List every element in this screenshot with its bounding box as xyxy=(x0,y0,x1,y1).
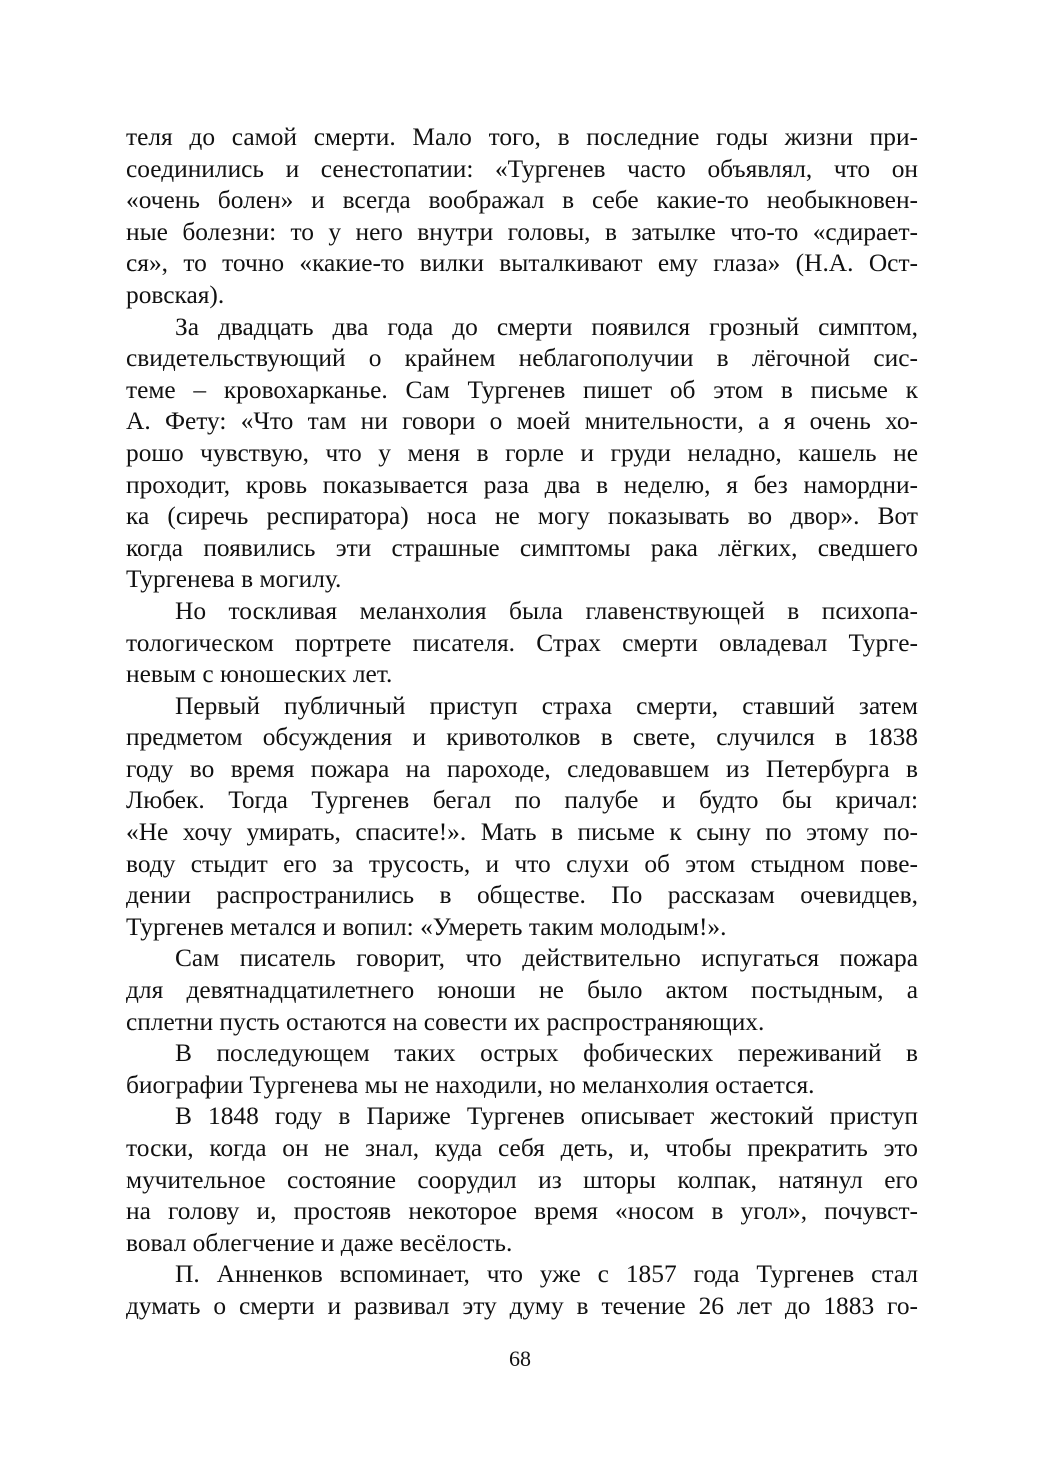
text-line: ка (сиречь респиратора) носа не могу показывать во двор». Вот xyxy=(126,502,918,531)
text-line: В последующем таких острых фобических переживаний в xyxy=(175,1039,918,1068)
paragraph xyxy=(126,122,918,312)
text-line: Сам писатель говорит, что действительно испугаться пожара xyxy=(175,944,918,973)
text-line: «очень болен» и всегда воображал в себе какие-то необыкновен- xyxy=(126,186,918,215)
text-line: ные болезни: то у него внутри головы, в затылке что-то «сдирает- xyxy=(126,217,918,246)
text-line: Первый публичный приступ страха смерти, ставший затем xyxy=(175,691,918,720)
text-line: мучительное состояние соорудил из шторы колпак, натянул его xyxy=(126,1165,918,1194)
text-line: «Не хочу умирать, спасите!». Мать в письме к сыну по этому по- xyxy=(126,818,918,847)
text-line: А. Фету: «Что там ни говори о моей мнительности, а я очень хо- xyxy=(126,407,918,436)
page-body xyxy=(126,122,918,1323)
text-line: невым с юношеских лет. xyxy=(126,660,393,689)
paragraph xyxy=(126,1101,918,1259)
text-line: предметом обсуждения и кривотолков в свете, случился в 1838 xyxy=(126,723,918,752)
text-line: соединились и сенестопатии: «Тургенев часто объявлял, что он xyxy=(126,154,918,183)
text-line: Тургенев метался и вопил: «Умереть таким молодым!». xyxy=(126,912,727,941)
paragraph xyxy=(126,691,918,944)
text-line: теля до самой смерти. Мало того, в последние годы жизни при- xyxy=(126,123,918,151)
text-line: ся», то точно «какие-то вилки выталкивают ему глаза» (Н.А. Ост- xyxy=(126,249,918,278)
text-line: ровская). xyxy=(126,280,225,309)
text-line: на голову и, простояв некоторое время «носом в угол», почувст- xyxy=(126,1197,918,1226)
text-line: П. Анненков вспоминает, что уже с 1857 года Тургенев стал xyxy=(175,1260,918,1289)
text-line: тологическом портрете писателя. Страх смерти овладевал Турге- xyxy=(126,628,918,657)
text-line: рошо чувствую, что у меня в горле и груди неладно, кашель не xyxy=(126,438,918,467)
paragraph xyxy=(126,943,918,1038)
text-line: воду стыдит его за трусость, и что слухи об этом стыдном пове- xyxy=(126,849,918,878)
text-line: За двадцать два года до смерти появился грозный симптом, xyxy=(175,312,918,341)
text-line: В 1848 году в Париже Тургенев описывает жестокий приступ xyxy=(175,1102,918,1131)
text-line: Тургенева в могилу. xyxy=(126,565,342,594)
paragraph xyxy=(126,1038,918,1101)
text-line: Но тоскливая меланхолия была главенствующей в психопа- xyxy=(175,596,918,625)
text-line: Любек. Тогда Тургенев бегал по палубе и будто бы кричал: xyxy=(126,786,918,815)
text-line: думать о смерти и развивал эту думу в течение 26 лет до 1883 го- xyxy=(126,1291,918,1320)
text-line: биографии Тургенева мы не находили, но меланхолия остается. xyxy=(126,1070,815,1099)
page-number: 68 xyxy=(509,1346,531,1371)
text-line: свидетельствующий о крайнем неблагополучии в лёгочной сис- xyxy=(126,344,918,373)
text-line: году во время пожара на пароходе, следовавшем из Петербурга в xyxy=(126,754,918,783)
text-line: дении распространились в обществе. По рассказам очевидцев, xyxy=(126,881,918,910)
text-line: для девятнадцатилетнего юноши не было актом постыдным, а xyxy=(126,976,918,1005)
text-line: когда появились эти страшные симптомы рака лёгких, сведшего xyxy=(126,533,918,562)
text-line: проходит, кровь показывается раза два в неделю, я без намордни- xyxy=(126,470,918,499)
paragraph xyxy=(126,596,918,691)
text-line: вовал облегчение и даже весёлость. xyxy=(126,1228,513,1257)
text-line: тоски, когда он не знал, куда себя деть, и, чтобы прекратить это xyxy=(126,1134,918,1162)
text-line: теме – кровохарканье. Сам Тургенев пишет об этом в письме к xyxy=(126,375,918,404)
text-line: сплетни пусть остаются на совести их распространяющих. xyxy=(126,1007,765,1036)
paragraph xyxy=(126,312,918,596)
paragraph xyxy=(126,1259,918,1322)
